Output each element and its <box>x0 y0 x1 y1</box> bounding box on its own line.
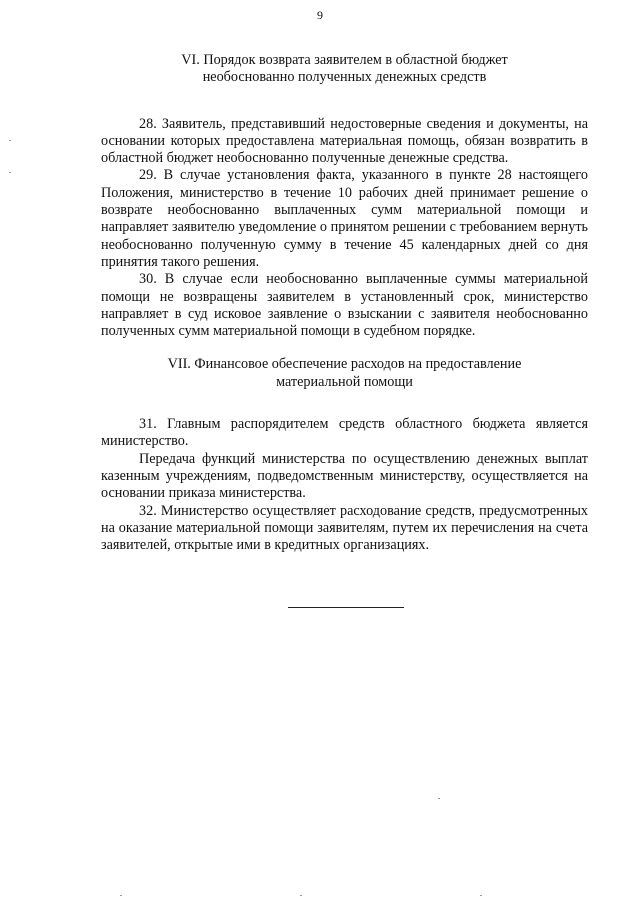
section-6-heading-line-2: необоснованно полученных денежных средств <box>202 69 487 86</box>
scan-speck <box>480 895 482 896</box>
section-6-heading <box>101 52 588 87</box>
scan-speck <box>9 172 11 173</box>
section-7-heading <box>101 356 588 391</box>
section-7-heading-line-1: VII. Финансовое обеспечение расходов на предоставление <box>167 356 522 373</box>
paragraph-31: 31. Главным распорядителем средств областного бюджета является министерство. <box>101 416 588 450</box>
section-6-heading-line-1: VI. Порядок возврата заявителем в областной бюджет <box>181 52 508 68</box>
document-body <box>101 52 588 554</box>
section-7-heading-line-2: материальной помощи <box>276 373 413 390</box>
paragraph-29: 29. В случае установления факта, указанного в пункте 28 настоящего Положения, министерство в течение 10 рабочих дней принимает решение о возврате необоснованно выплаченных сумм материальной помощи и направляет заявителю уведомление о принятом решении с требованием вернуть необоснованно полученную сумму в течение 45 календарных дней со дня принятия такого решения. <box>101 167 588 270</box>
paragraph-31-continuation: Передача функций министерства по осуществлению денежных выплат казенным учреждениям, подведомственным министерству, осуществляется на основании приказа министерства. <box>101 450 588 502</box>
scan-speck <box>9 140 11 141</box>
scan-speck <box>300 895 302 896</box>
page-number: 9 <box>317 8 323 22</box>
end-of-text-rule <box>288 607 404 608</box>
paragraph-30: 30. В случае если необоснованно выплаченные суммы материальной помощи не возвращены заявителем в установленный срок, министерство направляет в суд исковое заявление о взыскании с заявителя необоснованно полученных сумм материальной помощи в судебном порядке. <box>101 271 588 340</box>
paragraph-28: 28. Заявитель, представивший недостоверные сведения и документы, на основании которых предоставлена материальная помощь, обязан возвратить в областной бюджет необоснованно полученные денежные средства. <box>101 115 588 167</box>
scan-speck <box>438 798 440 799</box>
paragraph-32: 32. Министерство осуществляет расходование средств, предусмотренных на оказание материальной помощи заявителям, путем их перечисления на счета заявителей, открытые ими в кредитных организациях. <box>101 502 588 554</box>
scan-speck <box>120 895 122 896</box>
